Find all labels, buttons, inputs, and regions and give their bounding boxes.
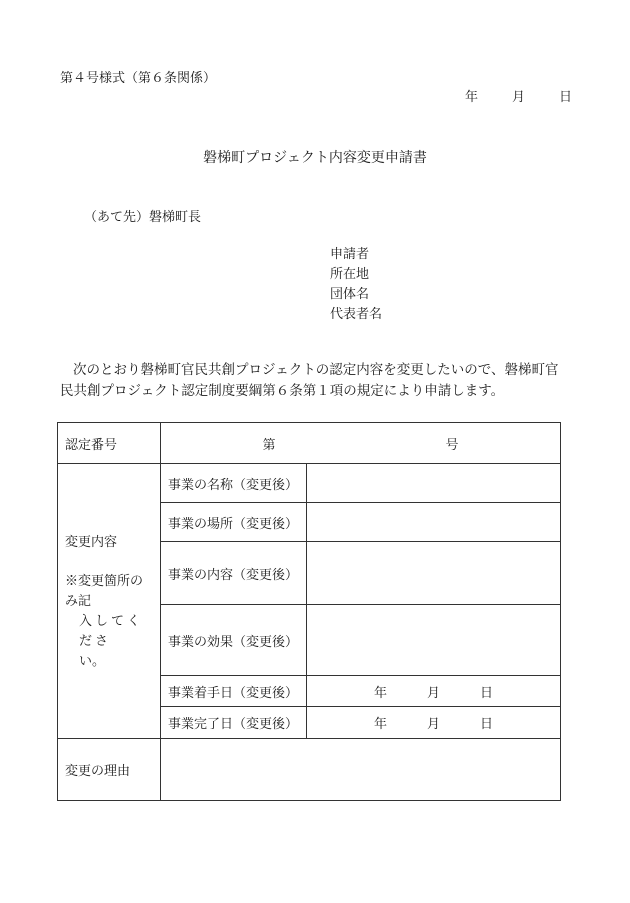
- row-label-location: 事業の場所（変更後）: [161, 503, 307, 542]
- row-label-effect: 事業の効果（変更後）: [161, 605, 307, 676]
- row-label-end-date: 事業完了日（変更後）: [161, 707, 307, 739]
- row-label-content: 事業の内容（変更後）: [161, 542, 307, 605]
- date-line: [465, 86, 572, 105]
- change-content-cell: [58, 464, 161, 739]
- row-value-location[interactable]: [307, 503, 561, 542]
- row-value-effect[interactable]: [307, 605, 561, 676]
- row-value-end-date[interactable]: [307, 707, 561, 739]
- change-note: [65, 572, 153, 672]
- table-row: [58, 464, 561, 503]
- row-label-start-date: 事業着手日（変更後）: [161, 676, 307, 707]
- end-year: 年: [373, 717, 387, 732]
- document-title: 磐梯町プロジェクト内容変更申請書: [203, 150, 427, 166]
- applicant-block: [330, 245, 382, 325]
- date-day: 日: [558, 90, 572, 105]
- change-note-line2: 入してくださ: [79, 613, 144, 649]
- date-year: 年: [464, 90, 478, 105]
- end-month: 月: [426, 717, 440, 732]
- end-day: 日: [480, 717, 494, 732]
- reason-row: [58, 739, 561, 801]
- date-month: 月: [511, 90, 525, 105]
- cert-number-field[interactable]: [161, 423, 561, 464]
- reason-label: 変更の理由: [58, 739, 161, 801]
- reason-value[interactable]: [161, 739, 561, 801]
- row-value-content[interactable]: [307, 542, 561, 605]
- start-month: 月: [426, 685, 440, 701]
- cert-number-label: 認定番号: [58, 423, 161, 464]
- body-text: 次のとおり磐梯町官民共創プロジェクトの認定内容を変更したいので、磐梯町官民共創プロジェクト認定制度要綱第６条第１項の規定により申請します。: [60, 362, 559, 399]
- start-year: 年: [373, 685, 387, 701]
- change-note-line1: ※変更箇所のみ記: [65, 573, 144, 609]
- cert-number-row: [58, 423, 561, 464]
- applicant-representative-label: 代表者名: [330, 307, 383, 322]
- row-value-start-date[interactable]: [307, 676, 561, 707]
- applicant-organization-label: 団体名: [330, 287, 370, 302]
- addressee: （あて先）磐梯町長: [84, 210, 202, 225]
- change-content-label: 変更内容: [65, 534, 118, 550]
- change-note-line3: い。: [79, 653, 106, 669]
- cert-prefix: 第: [262, 437, 276, 453]
- row-value-name[interactable]: [307, 464, 561, 503]
- start-day: 日: [480, 685, 494, 701]
- application-table: [57, 422, 561, 801]
- applicant-address-label: 所在地: [330, 267, 370, 282]
- cert-suffix: 号: [445, 437, 459, 453]
- applicant-label: 申請者: [330, 247, 370, 262]
- form-number: 第４号様式（第６条関係）: [60, 71, 217, 86]
- row-label-name: 事業の名称（変更後）: [161, 464, 307, 503]
